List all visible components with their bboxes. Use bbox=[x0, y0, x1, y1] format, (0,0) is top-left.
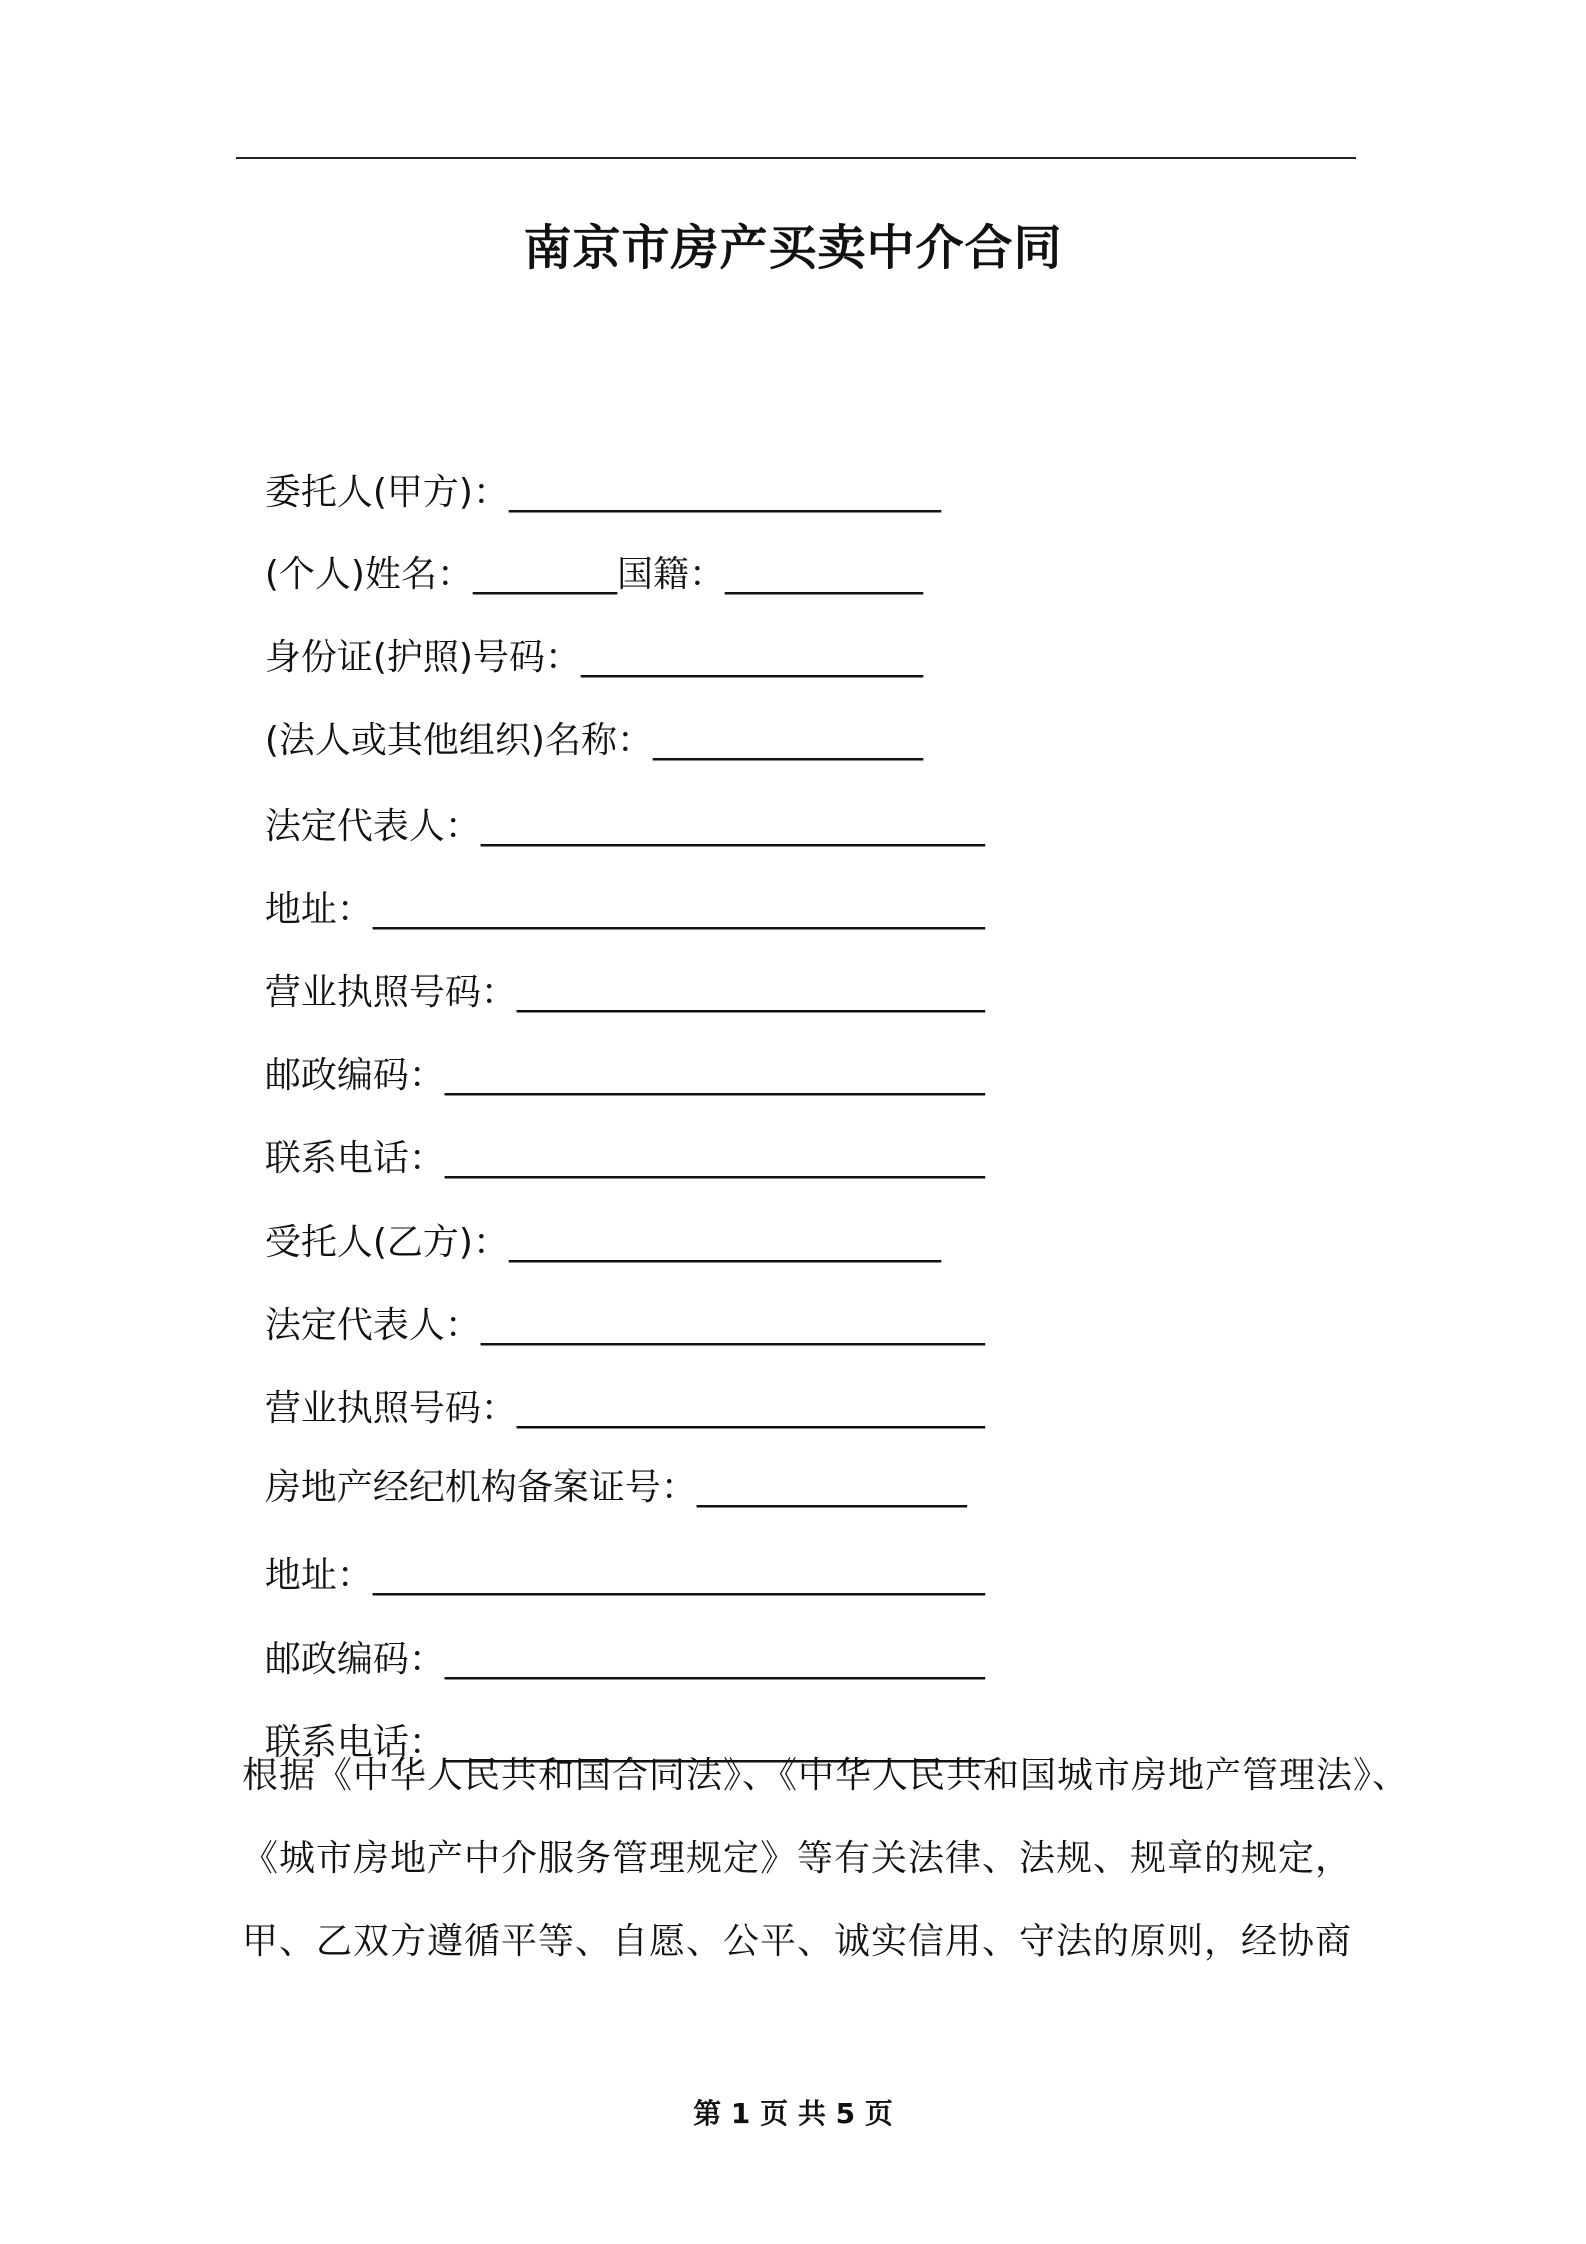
field-label: 邮政编码： bbox=[264, 1639, 445, 1680]
field-blank: ________ bbox=[472, 554, 617, 595]
field-label: 法定代表人： bbox=[264, 1305, 481, 1346]
field-blank: ____________________________ bbox=[480, 1305, 985, 1346]
field-blank: ______________________________ bbox=[444, 1138, 985, 1179]
field-label: 地址： bbox=[264, 889, 373, 930]
field-label: 地址： bbox=[264, 1555, 373, 1596]
field-blank: ________________________ bbox=[508, 472, 941, 513]
header-rule bbox=[236, 157, 1356, 159]
field-label: 身份证(护照)号码： bbox=[264, 637, 581, 678]
field-blank: __________________________ bbox=[516, 972, 985, 1013]
field-label-nationality: 国籍： bbox=[616, 554, 725, 595]
field-blank: ________________________ bbox=[508, 1222, 941, 1263]
field-blank: _______________ bbox=[652, 720, 923, 761]
field-label: 委托人(甲方)： bbox=[264, 472, 509, 513]
field-label: 法定代表人： bbox=[264, 806, 481, 847]
field-blank-nationality: ___________ bbox=[725, 554, 923, 595]
field-blank: ___________________ bbox=[580, 637, 923, 678]
field-agency-filing-number bbox=[242, 1413, 967, 1513]
field-blank: __________________________________ bbox=[372, 1555, 985, 1596]
field-label: 受托人(乙方)： bbox=[264, 1222, 509, 1263]
field-blank: ____________________________ bbox=[480, 806, 985, 847]
field-label: 联系电话： bbox=[264, 1138, 445, 1179]
field-label: 邮政编码： bbox=[264, 1055, 445, 1096]
paragraph-line: 《城市房地产中介服务管理规定》等有关法律、法规、规章的规定， bbox=[242, 1838, 1353, 1879]
paragraph-line: 甲、乙双方遵循平等、自愿、公平、诚实信用、守法的原则，经协商 bbox=[242, 1921, 1353, 1962]
field-organization-name bbox=[242, 666, 923, 766]
field-label: 联系电话： bbox=[264, 1722, 445, 1763]
page-number-footer: 第 1 页 共 5 页 bbox=[693, 2097, 893, 2130]
field-label: (个人)姓名： bbox=[264, 554, 473, 595]
field-blank: __________________________________ bbox=[372, 889, 985, 930]
field-label: 营业执照号码： bbox=[264, 1388, 517, 1429]
field-blank: ______________________________ bbox=[444, 1639, 985, 1680]
field-blank: ______________________________ bbox=[444, 1722, 985, 1763]
field-blank: _______________ bbox=[696, 1467, 967, 1508]
document-title: 南京市房产买卖中介合同 bbox=[523, 220, 1063, 276]
paragraph-line: 根据《中华人民共和国合同法》、《中华人民共和国城市房地产管理法》、 bbox=[242, 1755, 1410, 1796]
field-label: 房地产经纪机构备案证号： bbox=[264, 1467, 697, 1508]
field-blank: __________________________ bbox=[516, 1388, 985, 1429]
field-label: (法人或其他组织)名称： bbox=[264, 720, 653, 761]
field-label: 营业执照号码： bbox=[264, 972, 517, 1013]
field-blank: ______________________________ bbox=[444, 1055, 985, 1096]
